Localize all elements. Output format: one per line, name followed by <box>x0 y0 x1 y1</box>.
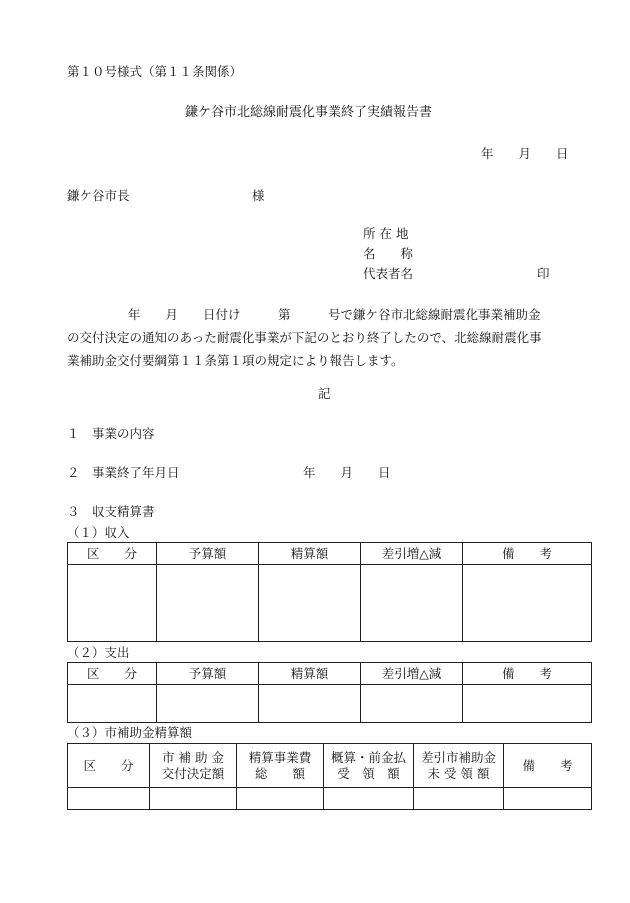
income-cell[interactable] <box>361 565 463 642</box>
subsidy-header-unreceived-line2: 未 受 領 額 <box>427 765 490 781</box>
subsidy-cell[interactable] <box>414 788 504 810</box>
subsidy-header-received <box>324 744 414 788</box>
subsidy-header-unreceived <box>414 744 504 788</box>
body-line-3: 業補助金交付要綱第１１条第１項の規定により報告します。 <box>67 353 404 368</box>
subsidy-header-received-line2: 受 領 額 <box>337 765 400 781</box>
income-header-budget: 予算額 <box>157 543 259 565</box>
addressee: 鎌ケ谷市長 <box>67 188 130 203</box>
expense-header-category: 区 分 <box>68 663 157 685</box>
subsidy-cell[interactable] <box>68 788 150 810</box>
representative-label: 代表者名 <box>363 266 414 281</box>
subsidy-header-total-line2: 総 額 <box>254 765 305 781</box>
subsidy-table <box>67 743 592 810</box>
body-line-1: 年 月 日付け 第 号で鎌ケ谷市北総線耐震化事業補助金 <box>128 307 541 322</box>
subsidy-header-remarks-text: 備 考 <box>522 757 573 773</box>
income-cell[interactable] <box>259 565 361 642</box>
expense-cell[interactable] <box>463 685 592 723</box>
completion-date-value: 年 月 日 <box>303 465 391 480</box>
expense-entry-row <box>68 685 592 723</box>
subsidy-cell[interactable] <box>237 788 324 810</box>
expense-header-difference: 差引増△減 <box>361 663 463 685</box>
subsidy-label: （３）市補助金精算額 <box>67 725 193 740</box>
income-cell[interactable] <box>157 565 259 642</box>
income-label: （１）収入 <box>67 525 130 540</box>
expense-cell[interactable] <box>68 685 157 723</box>
income-header-category: 区 分 <box>68 543 157 565</box>
subsidy-header-grant-line2: 交付決定額 <box>161 765 225 781</box>
subsidy-header-total-line1: 精算事業費 <box>248 749 312 765</box>
address-label: 所 在 地 <box>363 226 409 241</box>
subsidy-header-remarks <box>504 744 592 788</box>
name-label: 名 称 <box>363 246 414 261</box>
income-header-difference: 差引増△減 <box>361 543 463 565</box>
expense-header-budget: 予算額 <box>157 663 259 685</box>
expense-header-remarks: 備 考 <box>463 663 592 685</box>
expense-table <box>67 662 592 723</box>
income-cell[interactable] <box>68 565 157 642</box>
income-header-remarks: 備 考 <box>463 543 592 565</box>
subsidy-entry-row <box>68 788 592 810</box>
subsidy-cell[interactable] <box>150 788 237 810</box>
subsidy-header-grant-decision <box>150 744 237 788</box>
subsidy-header-total-cost <box>237 744 324 788</box>
subsidy-header-received-line1: 概算・前金払 <box>330 749 406 765</box>
subsidy-cell[interactable] <box>324 788 414 810</box>
subsidy-header-unreceived-line1: 差引市補助金 <box>420 749 496 765</box>
ki-heading: 記 <box>318 386 331 401</box>
document-title: 鎌ケ谷市北総線耐震化事業終了実績報告書 <box>185 105 433 120</box>
item-completion-date: ２ 事業終了年月日 <box>67 465 180 480</box>
expense-cell[interactable] <box>259 685 361 723</box>
income-table <box>67 542 592 642</box>
body-line-2: の交付決定の通知のあった耐震化事業が下記のとおり終了したので、北総線耐震化事 <box>67 330 542 345</box>
income-cell[interactable] <box>463 565 592 642</box>
report-date: 年 月 日 <box>481 146 569 161</box>
addressee-honorific: 様 <box>252 188 265 203</box>
seal-mark: 印 <box>537 266 550 281</box>
expense-label: （２）支出 <box>67 645 130 660</box>
item-business-content: １ 事業の内容 <box>67 426 155 441</box>
subsidy-header-grant-line1: 市 補 助 金 <box>162 749 224 765</box>
subsidy-header-category <box>68 744 150 788</box>
item-settlement: ３ 収支精算書 <box>67 504 155 519</box>
income-entry-row <box>68 565 592 642</box>
expense-cell[interactable] <box>361 685 463 723</box>
subsidy-header-category-text: 区 分 <box>83 757 134 773</box>
expense-header-settled: 精算額 <box>259 663 361 685</box>
form-number: 第１０号様式（第１１条関係） <box>67 64 243 79</box>
income-header-settled: 精算額 <box>259 543 361 565</box>
subsidy-cell[interactable] <box>504 788 592 810</box>
expense-cell[interactable] <box>157 685 259 723</box>
